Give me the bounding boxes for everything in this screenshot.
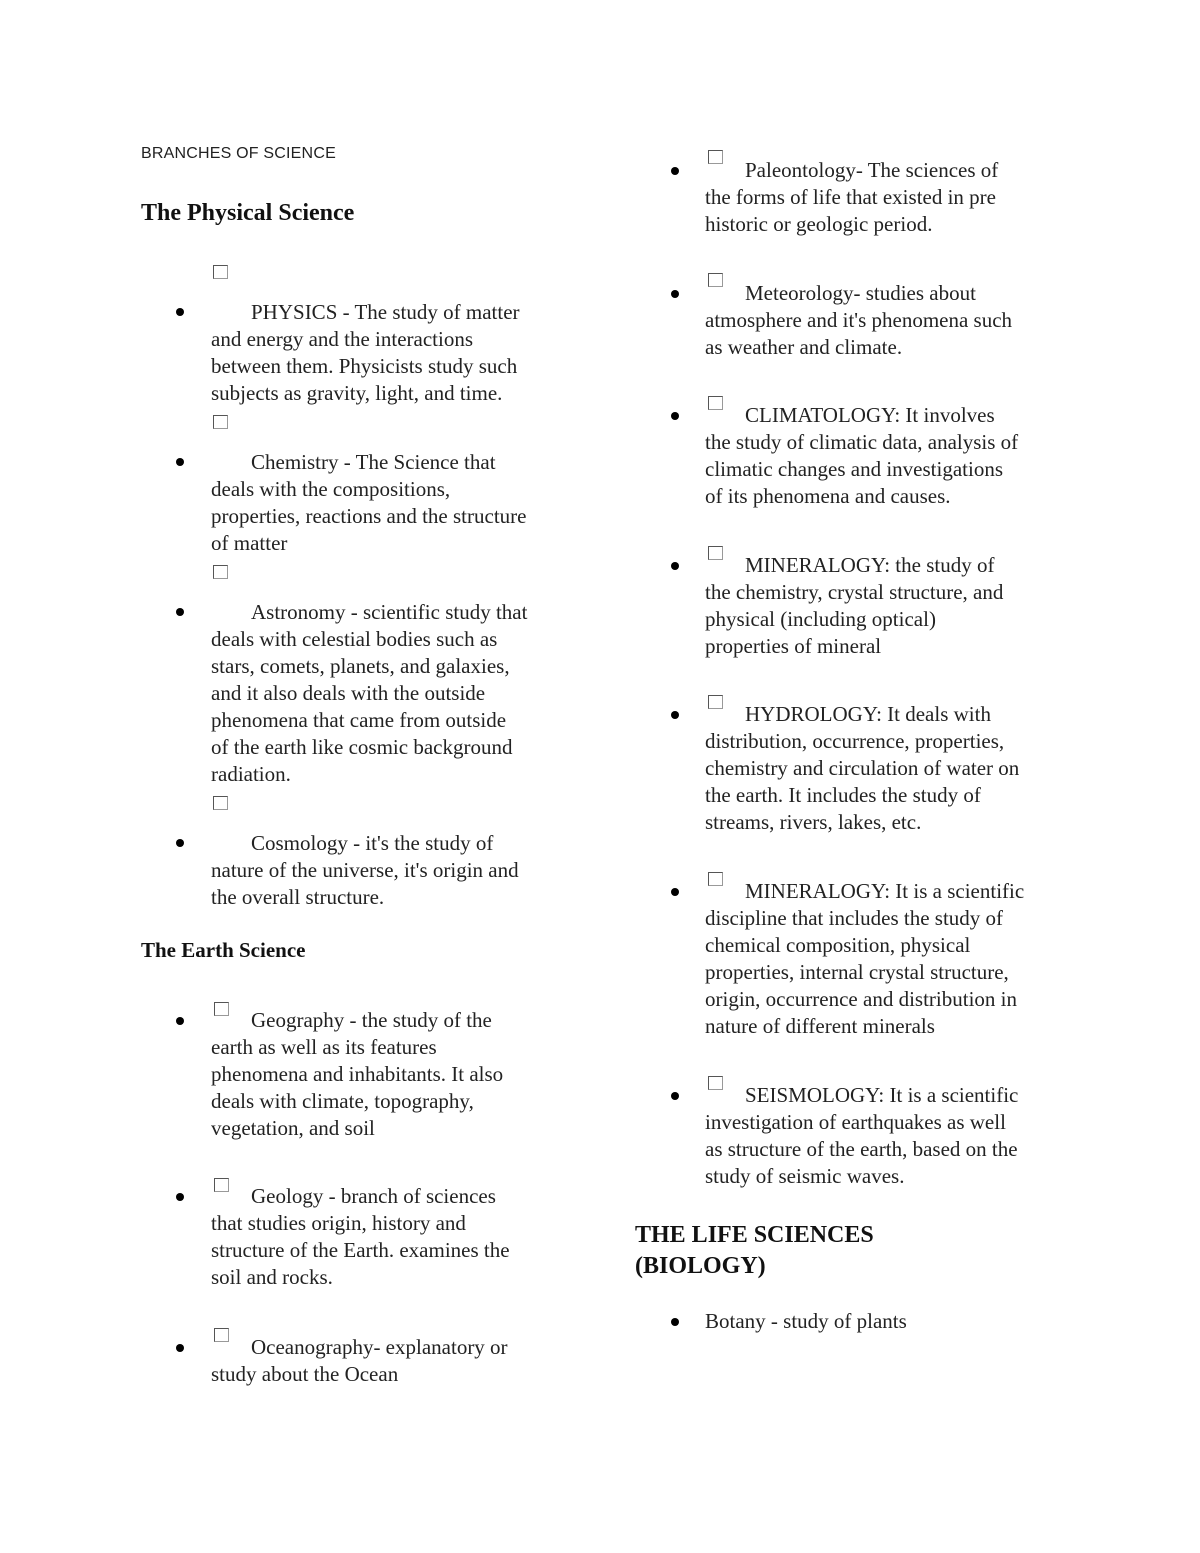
list-item-mineralogy [705,552,1085,660]
checkbox-icon [213,265,228,279]
item-line: subjects as gravity, light, and time. [211,381,503,405]
item-line: that studies origin, history and [211,1211,466,1235]
item-line: properties, reactions and the structure [211,504,527,528]
item-line: Botany - study of plants [705,1309,907,1333]
item-line: SEISMOLOGY: It is a scientific [745,1083,1019,1107]
item-line: as structure of the earth, based on the [705,1137,1018,1161]
checkbox-icon [213,565,228,579]
checkbox-icon [213,796,228,810]
item-line: of the earth like cosmic background [211,735,513,759]
item-line: distribution, occurrence, properties, [705,729,1005,753]
item-line: Astronomy - scientific study that [251,600,528,624]
item-line: CLIMATOLOGY: It involves [745,403,995,427]
item-line: Oceanography- explanatory or [251,1335,508,1359]
item-line: investigation of earthquakes as well [705,1110,1006,1134]
bullet-icon [176,1193,184,1201]
item-line: historic or geologic period. [705,212,933,236]
item-line: Paleontology- The sciences of [745,158,999,182]
item-line: streams, rivers, lakes, etc. [705,810,922,834]
item-line: phenomena and inhabitants. It also [211,1062,504,1086]
list-item-botany [705,1308,1085,1335]
item-line: the overall structure. [211,885,385,909]
item-line: discipline that includes the study of [705,906,1004,930]
item-line: between them. Physicists study such [211,354,518,378]
item-line: and it also deals with the outside [211,681,486,705]
heading-line: THE LIFE SCIENCES [635,1222,874,1248]
item-line: atmosphere and it's phenomena such [705,308,1013,332]
item-line: earth as well as its features [211,1035,437,1059]
bullet-icon [176,308,184,316]
list-item-hydrology [705,701,1085,836]
item-line: Chemistry - The Science that [251,450,496,474]
item-line: the forms of life that existed in pre [705,185,996,209]
bullet-icon [671,1092,679,1100]
list-item-paleontology [705,157,1085,238]
list-item-cosmology [211,830,581,911]
item-line: structure of the Earth. examines the [211,1238,510,1262]
item-line: soil and rocks. [211,1265,333,1289]
list-item-climatology [705,402,1085,510]
bullet-icon [671,412,679,420]
item-line: of its phenomena and causes. [705,484,951,508]
item-line: Cosmology - it's the study of [251,831,494,855]
bullet-icon [176,458,184,466]
bullet-icon [671,167,679,175]
item-line: MINERALOGY: It is a scientific [745,879,1025,903]
item-line: chemistry and circulation of water on [705,756,1020,780]
item-line: phenomena that came from outside [211,708,507,732]
document-title: BRANCHES OF SCIENCE [141,145,336,162]
item-line: vegetation, and soil [211,1116,375,1140]
heading-line: (BIOLOGY) [635,1253,766,1279]
item-line: of matter [211,531,288,555]
item-line: study of seismic waves. [705,1164,905,1188]
bullet-icon [176,1344,184,1352]
earth-science-heading: The Earth Science [141,938,306,962]
list-item-oceanography [211,1334,581,1388]
item-line: Geography - the study of the [251,1008,492,1032]
item-line: as weather and climate. [705,335,903,359]
item-line: physical (including optical) [705,607,936,631]
item-line: MINERALOGY: the study of [745,553,995,577]
item-line: PHYSICS - The study of matter [251,300,520,324]
item-line: climatic changes and investigations [705,457,1003,481]
bullet-icon [671,711,679,719]
item-line: the study of climatic data, analysis of [705,430,1019,454]
list-item-physics [211,299,581,407]
item-line: chemical composition, physical [705,933,971,957]
item-line: properties of mineral [705,634,882,658]
list-item-geography [211,1007,581,1142]
list-item-meteorology [705,280,1085,361]
bullet-icon [176,608,184,616]
item-line: study about the Ocean [211,1362,399,1386]
item-line: the chemistry, crystal structure, and [705,580,1004,604]
bullet-icon [671,290,679,298]
item-line: radiation. [211,762,291,786]
bullet-icon [671,1318,679,1326]
bullet-icon [176,839,184,847]
item-line: the earth. It includes the study of [705,783,981,807]
item-line: Geology - branch of sciences [251,1184,496,1208]
bullet-icon [671,888,679,896]
item-line: Meteorology- studies about [745,281,976,305]
list-item-astronomy [211,599,581,788]
life-sciences-heading [635,1220,874,1282]
item-line: deals with celestial bodies such as [211,627,498,651]
checkbox-icon [213,415,228,429]
item-line: nature of the universe, it's origin and [211,858,519,882]
physical-science-heading: The Physical Science [141,200,355,226]
list-item-mineralogy-2 [705,878,1085,1040]
item-line: HYDROLOGY: It deals with [745,702,991,726]
bullet-icon [671,562,679,570]
item-line: stars, comets, planets, and galaxies, [211,654,510,678]
item-line: nature of different minerals [705,1014,935,1038]
list-item-seismology [705,1082,1085,1190]
item-line: properties, internal crystal structure, [705,960,1009,984]
list-item-geology [211,1183,581,1291]
list-item-chemistry [211,449,581,557]
item-line: and energy and the interactions [211,327,474,351]
item-line: origin, occurrence and distribution in [705,987,1017,1011]
item-line: deals with climate, topography, [211,1089,474,1113]
bullet-icon [176,1017,184,1025]
item-line: deals with the compositions, [211,477,451,501]
